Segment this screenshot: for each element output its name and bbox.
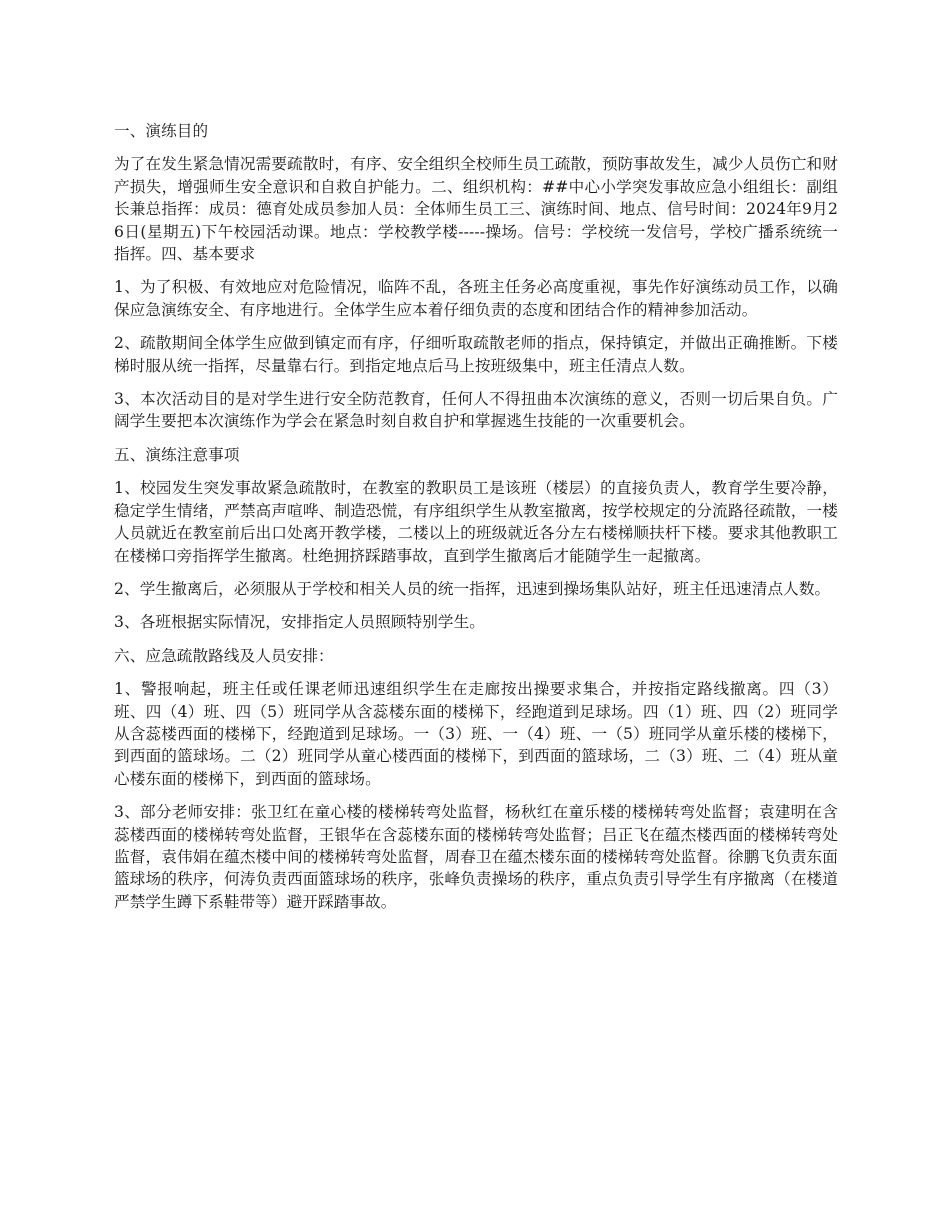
section-heading-routes: 六、应急疏散路线及人员安排：: [114, 646, 334, 665]
paragraph-routes-3: 3、部分老师安排：张卫红在童心楼的楼梯转弯处监督，杨秋红在童乐楼的楼梯转弯处监督；袁建明在含蕊楼西面的楼梯转弯处监督，王银华在含蕊楼东面的楼梯转弯处监督；吕正飞在蕴杰楼西面的楼梯转弯处监督，袁伟娟在蕴杰楼中间的楼梯转弯处监督，周春卫在蕴杰楼东面的楼梯转弯处监督。徐鹏飞负责东面篮球场的秩序，何涛负责西面篮球场的秩序，张峰负责操场的秩序，重点负责引导学生有序撤离（在楼道严禁学生蹲下系鞋带等）避开踩踏事故。: [114, 803, 838, 911]
paragraph-requirement-1: 1、为了积极、有效地应对危险情况，临阵不乱，各班主任务必高度重视，事先作好演练动员工作，以确保应急演练安全、有序地进行。全体学生应本着仔细负责的态度和团结合作的精神参加活动。: [114, 278, 838, 319]
paragraph-notes-3: 3、各班根据实际情况，安排指定人员照顾特别学生。: [114, 613, 485, 632]
paragraph-notes-1: 1、校园发生突发事故紧急疏散时，在教室的教职员工是该班（楼层）的直接负责人，教育学生要冷静，稳定学生情绪，严禁高声喧哗、制造恐慌，有序组织学生从教室撤离，按学校规定的分流路径疏散，一楼人员就近在教室前后出口处离开教学楼，二楼以上的班级就近各分左右楼梯顺扶杆下楼。要求其他教职工在楼梯口旁指挥学生撤离。杜绝拥挤踩踏事故，直到学生撤离后才能随学生一起撤离。: [114, 479, 838, 565]
section-heading-notes: 五、演练注意事项: [114, 445, 240, 464]
section-heading-purpose: 一、演练目的: [114, 122, 209, 140]
paragraph-routes-1: 1、警报响起，班主任或任课老师迅速组织学生在走廊按出操要求集合，并按指定路线撤离。四（3）班、四（4）班、四（5）班同学从含蕊楼东面的楼梯下，经跑道到足球场。四（1）班、四（2）班同学从含蕊楼西面的楼梯下，经跑道到足球场。一（3）班、一（4）班、一（5）班同学从童乐楼的楼梯下，到西面的篮球场。二（2）班同学从童心楼西面的楼梯下，到西面的篮球场，二（3）班、二（4）班从童心楼东面的楼梯下，到西面的篮球场。: [114, 680, 838, 788]
paragraph-notes-2: 2、学生撤离后，必须服从于学校和相关人员的统一指挥，迅速到操场集队站好，班主任迅速清点人数。: [114, 579, 831, 598]
paragraph-requirement-2: 2、疏散期间全体学生应做到镇定而有序，仔细听取疏散老师的指点，保持镇定，并做出正确推断。下楼梯时服从统一指挥，尽量靠右行。到指定地点后马上按班级集中，班主任清点人数。: [114, 334, 838, 375]
paragraph-requirement-3: 3、本次活动目的是对学生进行安全防范教育，任何人不得扭曲本次演练的意义，否则一切后果自负。广阔学生要把本次演练作为学会在紧急时刻自救自护和掌握逃生技能的一次重要机会。: [114, 390, 838, 431]
paragraph-purpose-body: 为了在发生紧急情况需要疏散时，有序、安全组织全校师生员工疏散，预防事故发生，减少人员伤亡和财产损失，增强师生安全意识和自救自护能力。二、组织机构：##中心小学突发事故应急小组组长：副组长兼总指挥：成员：德育处成员参加人员：全体师生员工三、演练时间、地点、信号时间：2024年9月26日(星期五)下午校园活动课。地点：学校教学楼-----操场。信号：学校统一发信号，学校广播系统统一指挥。四、基本要求: [114, 155, 838, 264]
